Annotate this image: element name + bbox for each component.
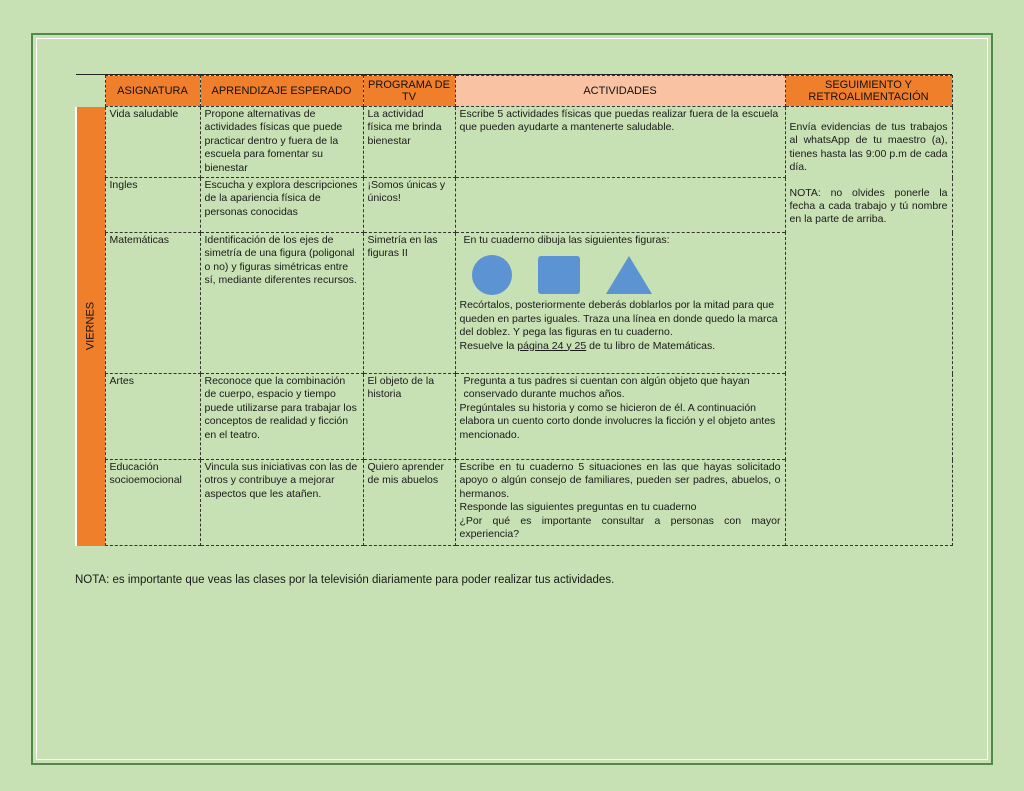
subject-cell: Artes	[105, 374, 200, 460]
header-activities: ACTIVIDADES	[455, 76, 785, 107]
circle-shape	[472, 255, 512, 295]
expected-cell: Escucha y explora descripciones de la apariencia física de personas conocidas	[200, 178, 363, 233]
activity-cell	[455, 178, 785, 233]
day-label-cell	[76, 107, 105, 546]
header-expected-learning: APRENDIZAJE ESPERADO	[200, 76, 363, 107]
shapes-row	[460, 247, 781, 299]
activity-text-3: ¿Por qué es importante consultar a personas con mayor experiencia?	[459, 514, 781, 541]
square-shape	[538, 256, 580, 294]
followup-text: Envía evidencias de tus trabajos al whatsApp de tu maestro (a), tienes hasta las 9:00 p.m de cada día.	[789, 121, 948, 174]
followup-cell	[785, 107, 952, 546]
activity-text-1: Escribe en tu cuaderno 5 situaciones en las que hayas solicitado apoyo o algún consejo de familiares, pueden ser padres, abuelos, o hermanos.	[459, 461, 781, 500]
activity-cell	[455, 460, 785, 546]
activity-pre: Resuelve la	[459, 339, 518, 352]
activity-post: de tu libro de Matemáticas.	[586, 339, 716, 352]
subject-cell: Educación socioemocional	[105, 460, 200, 546]
triangle-shape	[606, 256, 652, 294]
header-followup: SEGUIMIENTO Y RETROALIMENTACIÓN	[785, 76, 952, 107]
activity-textbook-line	[460, 340, 781, 353]
tv-cell: La actividad física me brinda bienestar	[363, 107, 455, 178]
activity-text-1: Pregunta a tus padres si cuentan con algún objeto que hayan conservado durante muchos años.	[463, 375, 750, 401]
expected-cell: Propone alternativas de actividades físicas que puede practicar dentro y fuera de la escuela para fomentar su bienestar	[200, 107, 363, 178]
header-blank	[76, 76, 105, 107]
expected-cell: Reconoce que la combinación de cuerpo, espacio y tiempo puede utilizarse para trabajar los conceptos de realidad y ficción en el teatro.	[200, 374, 363, 460]
tv-cell: Simetría en las figuras II	[363, 233, 455, 374]
textbook-page-link[interactable]: página 24 y 25	[517, 339, 587, 352]
schedule-table	[75, 74, 953, 546]
tv-cell: El objeto de la historia	[363, 374, 455, 460]
day-label: VIERNES	[84, 301, 97, 351]
expected-cell: Identificación de los ejes de simetría de una figura (poligonal o no) y figuras simétricas entre sí, mediante diferentes recursos.	[200, 233, 363, 374]
header-row	[76, 76, 952, 107]
followup-note: NOTA: no olvides ponerle la fecha a cada trabajo y tú nombre en la parte de arriba.	[789, 186, 948, 226]
subject-cell: Vida saludable	[105, 107, 200, 178]
expected-cell: Vincula sus iniciativas con las de otros y contribuye a mejorar aspectos que les atañen.	[200, 460, 363, 546]
activity-text-2: Responde las siguientes preguntas en tu cuaderno	[459, 501, 697, 514]
subject-cell: Ingles	[105, 178, 200, 233]
activity-cell: Escribe 5 actividades físicas que puedas realizar fuera de la escuela que pueden ayudarte a mantenerte saludable.	[455, 107, 785, 178]
table-row	[76, 107, 952, 178]
subject-cell: Matemáticas	[105, 233, 200, 374]
activity-intro: En tu cuaderno dibuja las siguientes figuras:	[463, 234, 670, 247]
tv-cell: ¡Somos únicas y únicos!	[363, 178, 455, 233]
activity-cell	[455, 374, 785, 460]
activity-text-2: Pregúntales su historia y como se hicieron de él. A continuación elabora un cuento corto donde involucres la ficción y el objeto antes mencionado.	[459, 401, 776, 441]
header-subject: ASIGNATURA	[105, 76, 200, 107]
activity-cell	[455, 233, 785, 374]
tv-cell: Quiero aprender de mis abuelos	[363, 460, 455, 546]
bottom-note: NOTA: es importante que veas las clases por la televisión diariamente para poder realizar tus actividades.	[75, 574, 615, 586]
activity-body: Recórtalos, posteriormente deberás doblarlos por la mitad para que queden en partes iguales. Traza una línea en donde quedo la marca del doblez. Y pega las figuras en tu cuaderno.	[459, 299, 778, 339]
header-tv-program: PROGRAMA DE TV	[363, 76, 455, 107]
